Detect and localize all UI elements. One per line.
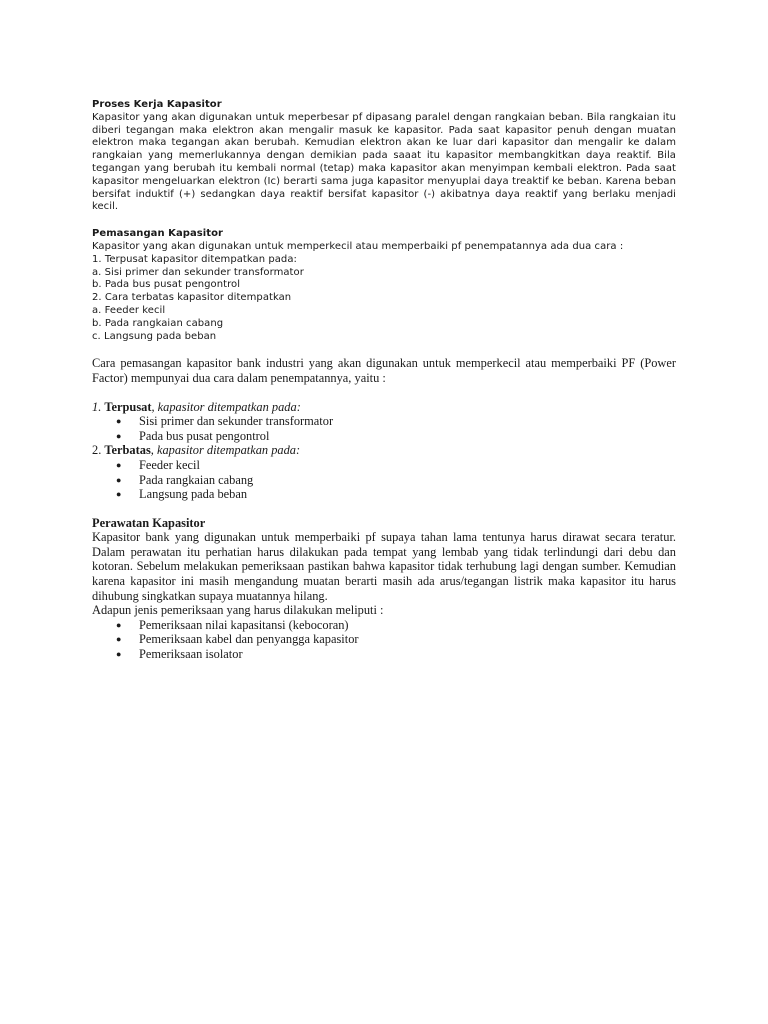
section-proses [92, 99, 676, 214]
bullet-list [92, 618, 676, 662]
pemasangan-line: c. Langsung pada beban [92, 330, 217, 342]
list-item-text: Sisi primer dan sekunder transformator [139, 414, 334, 429]
pemasangan-line: b. Pada bus pusat pengontrol [92, 279, 241, 291]
pemasangan-title: Pemasangan Kapasitor [92, 228, 223, 240]
list-item-text: Pada bus pusat pengontrol [139, 428, 270, 443]
section-perawatan [92, 516, 676, 662]
bullet-icon: ● [116, 474, 122, 485]
list-item-text: Pemeriksaan nilai kapasitansi (kebocoran) [139, 617, 349, 632]
section-bank [92, 356, 676, 501]
list-item-text: Pemeriksaan isolator [139, 647, 243, 662]
bullet-icon: ● [116, 634, 122, 645]
pemasangan-line: a. Feeder kecil [92, 304, 166, 316]
list-item [92, 414, 676, 429]
document-page [92, 99, 676, 662]
proses-body: Kapasitor yang akan digunakan untuk meperbesar pf dipasang paralel dengan rangkaian beban. Bila rangkaian itu diberi tegangan maka elektron akan mengalir masuk ke kapasitor. Pada saat kapasitor penuh dengan muatan elektron maka tegangan akan berubah. Kemudian elektron akan ke luar dari kapasitor dan mengalir ke dalam rangkaian yang memerlukannya dengan demikian pada saaat itu kapasitor membangkitkan daya reaktif. Bila tegangan yang berubah itu kembali normal (tetap) maka kapasitor akan menyimpan kembali elektron. Pada saat kapasitor mengeluarkan elektron (Ic) berarti sama juga kapasitor menyuplai daya treaktif ke beban. Karena beban bersifat induktif (+) sedangkan daya reaktif bersifat kapasitor (-) akibatnya daya reaktif yang berlaku menjadi kecil. [92, 111, 676, 213]
list-item [92, 647, 676, 662]
perawatan-title: Perawatan Kapasitor [92, 515, 206, 530]
group-label: Terbatas [104, 443, 151, 458]
bullet-icon: ● [116, 416, 122, 427]
pemasangan-line: b. Pada rangkaian cabang [92, 317, 224, 329]
section-pemasangan [92, 228, 676, 343]
group-heading [92, 443, 676, 458]
bank-group-terpusat [92, 400, 676, 444]
list-item-text: Pada rangkaian cabang [139, 472, 254, 487]
bullet-icon: ● [116, 649, 122, 660]
bullet-icon: ● [116, 619, 122, 630]
pemasangan-line: 2. Cara terbatas kapasitor ditempatkan [92, 292, 292, 304]
perawatan-list-intro: Adapun jenis pemeriksaan yang harus dilakukan meliputi : [92, 603, 384, 618]
bullet-list [92, 458, 676, 502]
list-item-text: Feeder kecil [139, 457, 200, 472]
list-item [92, 487, 676, 502]
bullet-icon: ● [116, 489, 122, 500]
list-item [92, 458, 676, 473]
proses-title: Proses Kerja Kapasitor [92, 99, 222, 110]
group-desc: , kapasitor ditempatkan pada: [151, 399, 301, 414]
pemasangan-line: 1. Terpusat kapasitor ditempatkan pada: [92, 253, 297, 265]
list-item [92, 429, 676, 444]
group-number: 2. [92, 443, 102, 458]
list-item [92, 473, 676, 488]
pemasangan-line: Kapasitor yang akan digunakan untuk memperkecil atau memperbaiki pf penempatannya ada dua cara : [92, 240, 624, 252]
list-item [92, 618, 676, 633]
group-desc: , kapasitor ditempatkan pada: [150, 443, 301, 458]
list-item-text: Langsung pada beban [139, 487, 248, 502]
perawatan-body: Kapasitor bank yang digunakan untuk memperbaiki pf supaya tahan lama tentunya harus dirawat secara teratur. Dalam perawatan itu perhatian harus dilakukan pada tempat yang lembab yang tidak terlindungi dari debu dan kotoran. Sebelum melakukan pemeriksaan pastikan bahwa kapasitor tidak terhubung lagi dengan sumber. Kemudian karena kapasitor ini masih mengandung muatan berarti masih ada arus/tegangan listrik maka kapasitor itu harus dihubung singkatkan supaya muatannya hilang. [92, 530, 676, 603]
bank-group-terbatas [92, 443, 676, 501]
list-item [92, 632, 676, 647]
bullet-icon: ● [116, 459, 122, 470]
list-item-text: Pemeriksaan kabel dan penyangga kapasitor [139, 632, 359, 647]
pemasangan-line: a. Sisi primer dan sekunder transformator [92, 266, 304, 278]
group-number: 1. [92, 399, 102, 414]
group-label: Terpusat [104, 399, 152, 414]
bullet-list [92, 414, 676, 443]
bullet-icon: ● [116, 430, 122, 441]
bank-intro: Cara pemasangan kapasitor bank industri yang akan digunakan untuk memperkecil atau memperbaiki PF (Power Factor) mempunyai dua cara dalam penempatannya, yaitu : [92, 356, 676, 385]
group-heading [92, 400, 676, 415]
